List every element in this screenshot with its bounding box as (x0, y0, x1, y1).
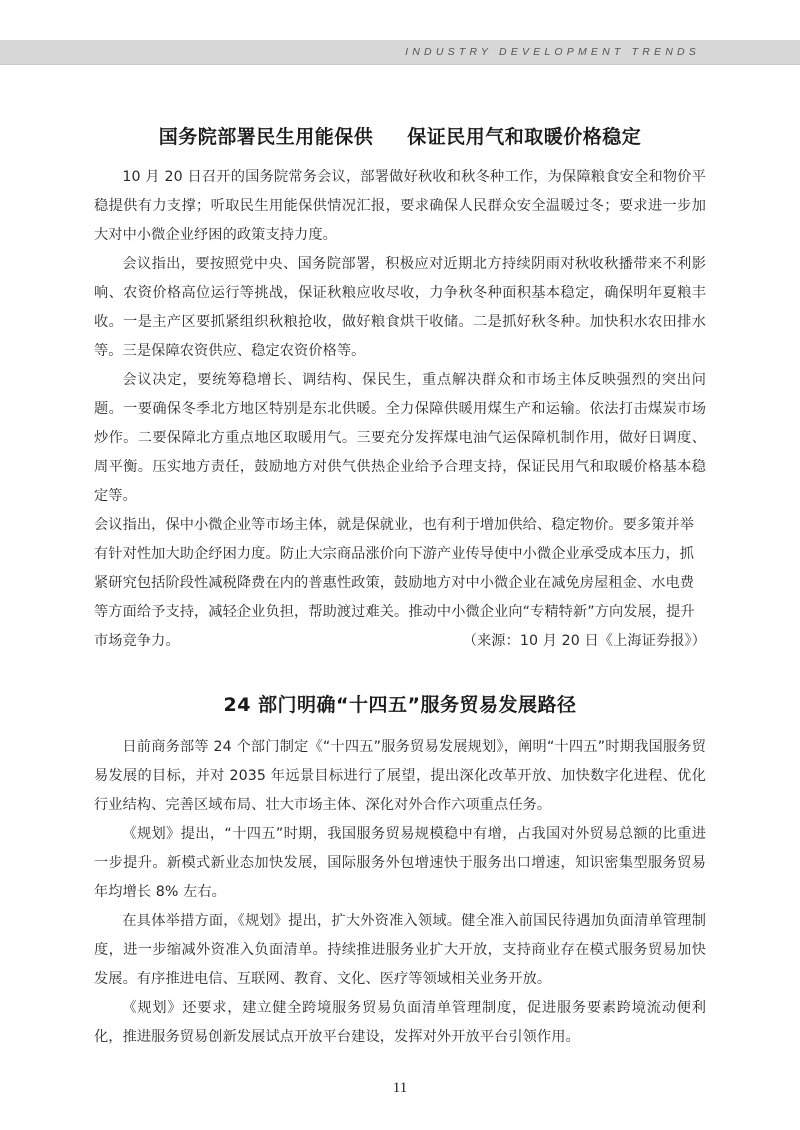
page-number: 11 (392, 1080, 408, 1096)
running-header: INDUSTRY DEVELOPMENT TRENDS (405, 46, 700, 58)
article-title: 24 部门明确“十四五”服务贸易发展路径 (223, 694, 577, 716)
article-energy-supply (94, 122, 706, 656)
article-paragraph: 在具体举措方面，《规划》提出，扩大外资准入领域。健全准入前国民待遇加负面清单管理制度，进一步缩减外资准入负面清单。持续推进服务业扩大开放，支持商业存在模式服务贸易加快发展。有序推进电信、互联网、教育、文化、医疗等领域相关业务开放。 (94, 913, 706, 987)
article-paragraph: 会议指出，要按照党中央、国务院部署，积极应对近期北方持续阴雨对秋收秋播带来不利影响、农资价格高位运行等挑战，保证秋粮应收尽收，力争秋冬种面积基本稳定，确保明年夏粮丰收。一是主产区要抓紧组织秋粮抢收，做好粮食烘干收储。二是抓好秋冬种。加快积水农田排水等。三是保障农资供应、稳定农资价格等。 (94, 256, 706, 359)
article-title-part1: 国务院部署民生用能保供 (158, 126, 374, 148)
article-paragraph: 会议指出，保中小微企业等市场主体，就是保就业，也有利于增加供给、稳定物价。要多策并举有针对性加大助企纾困力度。防止大宗商品涨价向下游产业传导使中小微企业承受成本压力，抓紧研究包括阶段性减税降费在内的普惠性政策，鼓励地方对中小微企业在减免房屋租金、水电费等方面给予支持，减轻企业负担，帮助渡过难关。推动中小微企业向“专精特新”方向发展，提升市场竞争力。 (94, 517, 695, 649)
article-paragraph: 《规划》提出，“十四五”时期，我国服务贸易规模稳中有增，占我国对外贸易总额的比重进一步提升。新模式新业态加快发展，国际服务外包增速快于服务出口增速，知识密集型服务贸易年均增长 8% 左右。 (94, 826, 706, 900)
article-paragraph: 10 月 20 日召开的国务院常务会议，部署做好秋收和秋冬种工作，为保障粮食安全和物价平稳提供有力支撑；听取民生用能保供情况汇报，要求确保人民群众安全温暖过冬；要求进一步加大对中小微企业纾困的政策支持力度。 (94, 169, 706, 243)
article-paragraph: 《规划》还要求，建立健全跨境服务贸易负面清单管理制度，促进服务要素跨境流动便利化，推进服务贸易创新发展试点开放平台建设，发挥对外开放平台引领作用。 (94, 1000, 706, 1045)
article-service-trade (94, 690, 706, 1052)
article-title-part2: 保证民用气和取暖价格稳定 (407, 126, 642, 148)
article-paragraph: 日前商务部等 24 个部门制定《“十四五”服务贸易发展规划》，阐明“十四五”时期我国服务贸易发展的目标，并对 2035 年远景目标进行了展望，提出深化改革开放、加快数字化进程、优化行业结构、完善区域布局、壮大市场主体、深化对外合作六项重点任务。 (94, 739, 706, 813)
article-source: （来源：10 月 20 日《上海证券报》） (462, 633, 706, 649)
article-title (94, 122, 706, 149)
article-paragraph: 会议决定，要统筹稳增长、调结构、保民生，重点解决群众和市场主体反映强烈的突出问题。一要确保冬季北方地区特别是东北供暖。全力保障供暖用煤生产和运输。依法打击煤炭市场炒作。二要保障北方重点地区取暖用气。三要充分发挥煤电油气运保障机制作用，做好日调度、周平衡。压实地方责任，鼓励地方对供气供热企业给予合理支持，保证民用气和取暖价格基本稳定等。 (94, 372, 706, 504)
